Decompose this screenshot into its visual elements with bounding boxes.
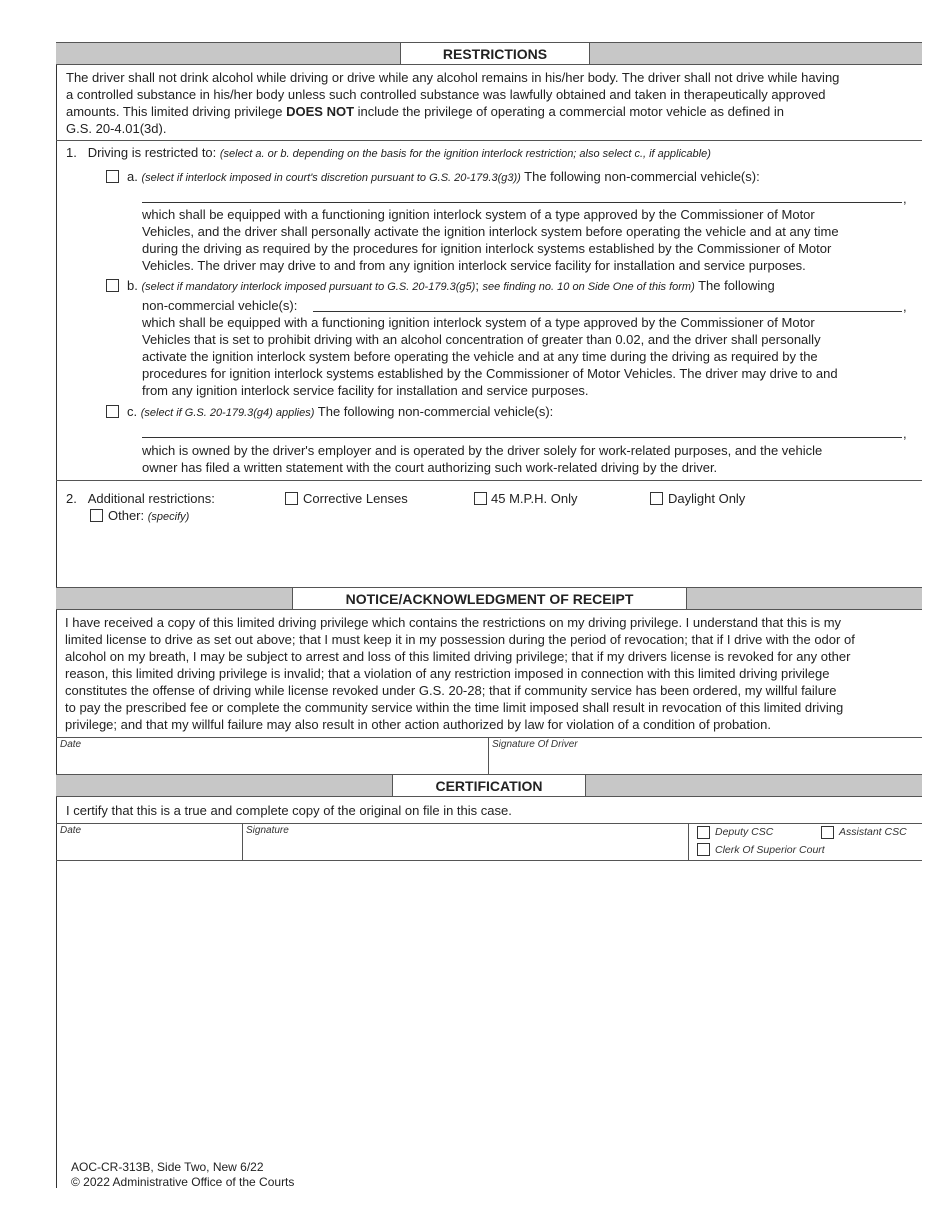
item-1-heading: 1. Driving is restricted to: (select a. or b. depending on the basis for the ignition interlock restriction; also select c., if applicable) (66, 145, 711, 160)
restrictions-intro-line-4: G.S. 20-4.01(3d). (66, 121, 167, 136)
cert-date-field[interactable] (58, 834, 240, 858)
option-a-body-2: Vehicles, and the driver shall personally activate the ignition interlock system before operating the vehicle and at any time (142, 224, 839, 239)
option-a-body-1: which shall be equipped with a functioning ignition interlock system of a type approved by the Commissioner of Motor (142, 207, 815, 222)
notice-header-bar (56, 587, 922, 610)
divider (488, 737, 489, 774)
option-c-heading: c. (select if G.S. 20-179.3(g4) applies) The following non-commercial vehicle(s): (127, 404, 554, 419)
form-id: AOC-CR-313B, Side Two, New 6/22 (71, 1160, 264, 1174)
daylight-only-checkbox[interactable] (650, 492, 663, 505)
option-a-body-4: Vehicles. The driver may drive to and from any ignition interlock service facility for installation and service purposes. (142, 258, 806, 273)
cert-date-label: Date (60, 825, 82, 836)
option-b-vehicle-field[interactable] (313, 311, 902, 312)
notice-date-field[interactable] (58, 748, 486, 772)
option-a-vehicle-field[interactable] (142, 202, 902, 203)
restrictions-intro-line-2: a controlled substance in his/her body unless such controlled substance was lawfully obtained and taken in therapeutically approved (66, 87, 826, 102)
clerk-superior-court-checkbox[interactable] (697, 843, 710, 856)
daylight-only-label: Daylight Only (668, 491, 746, 506)
option-c-body-2: owner has filed a written statement with the court authorizing such work-related driving by the driver. (142, 460, 718, 475)
other-restriction-label: Other: (specify) (108, 508, 190, 523)
notice-line-1: I have received a copy of this limited driving privilege which contains the restrictions on my driving privilege. I understand that this is my (65, 615, 842, 630)
certification-header-bar (56, 774, 922, 797)
comma: , (903, 426, 907, 441)
option-b-checkbox[interactable] (106, 279, 119, 292)
option-b-body-4: procedures for ignition interlock systems established by the Commissioner of Motor Vehicles. The driver may drive to and (142, 366, 838, 381)
notice-date-label: Date (60, 739, 82, 750)
notice-line-3: alcohol on my breath, I may be subject to arrest and loss of this limited driving privilege; that if my drivers license is revoked for any other (65, 649, 851, 664)
restrictions-header: RESTRICTIONS (400, 42, 590, 65)
divider (56, 823, 922, 824)
divider (56, 860, 922, 861)
option-b-body-2: Vehicles that is set to prohibit driving with an alcohol concentration of greater than 0.02, and the driver shall personally (142, 332, 821, 347)
notice-line-5: constitutes the offense of driving while license revoked under G.S. 20-28; that if community service has been ordered, my willful failure (65, 683, 837, 698)
notice-line-2: limited license to drive as set out above; that I must keep it in my possession during the period of revocation; that if I drive with the odor of (65, 632, 855, 647)
deputy-csc-checkbox[interactable] (697, 826, 710, 839)
divider (242, 823, 243, 860)
option-a-heading: a. (select if interlock imposed in court's discretion pursuant to G.S. 20-179.3(g3)) The following non-commercial vehicle(s): (127, 169, 760, 184)
option-b-heading: b. (select if mandatory interlock imposed pursuant to G.S. 20-179.3(g5); see finding no. 10 on Side One of this form) The following (127, 278, 775, 293)
deputy-csc-label: Deputy CSC (715, 826, 774, 838)
clerk-superior-court-label: Clerk Of Superior Court (715, 844, 825, 856)
cert-signature-field[interactable] (244, 834, 686, 858)
restrictions-intro-line-1: The driver shall not drink alcohol while driving or drive while any alcohol remains in his/her body. The driver shall not drive while having (66, 70, 840, 85)
assistant-csc-checkbox[interactable] (821, 826, 834, 839)
option-a-body-3: during the driving as required by the procedures for ignition interlock systems established by the Commissioner of Motor (142, 241, 832, 256)
notice-line-4: reason, this limited driving privilege is invalid; that a violation of any restriction imposed in connection with this limited driving privilege (65, 666, 830, 681)
option-a-checkbox[interactable] (106, 170, 119, 183)
divider (688, 823, 689, 860)
driver-signature-label: Signature Of Driver (492, 739, 578, 750)
option-c-body-1: which is owned by the driver's employer and is operated by the driver solely for work-related purposes, and the vehicle (142, 443, 823, 458)
restrictions-intro-line-3: amounts. This limited driving privilege DOES NOT include the privilege of operating a commercial motor vehicle as defined in (66, 104, 784, 119)
copyright: © 2022 Administrative Office of the Courts (71, 1175, 295, 1189)
certification-text: I certify that this is a true and complete copy of the original on file in this case. (66, 803, 512, 818)
notice-line-6: to pay the prescribed fee or complete the community service within the time limit imposed shall result in revocation of this limited driving (65, 700, 844, 715)
certification-header: CERTIFICATION (392, 774, 586, 797)
45-mph-only-checkbox[interactable] (474, 492, 487, 505)
option-b-body-1: which shall be equipped with a functioning ignition interlock system of a type approved by the Commissioner of Motor (142, 315, 815, 330)
option-c-vehicle-field[interactable] (142, 437, 902, 438)
divider (56, 140, 922, 141)
left-border (56, 42, 57, 1188)
corrective-lenses-label: Corrective Lenses (303, 491, 408, 506)
option-b-body-5: from any ignition interlock service facility for installation and service purposes. (142, 383, 589, 398)
comma: , (903, 299, 907, 314)
divider (56, 480, 922, 481)
45-mph-only-label: 45 M.P.H. Only (491, 491, 578, 506)
option-c-checkbox[interactable] (106, 405, 119, 418)
item-2-heading: 2. Additional restrictions: (66, 491, 215, 506)
other-restriction-checkbox[interactable] (90, 509, 103, 522)
assistant-csc-label: Assistant CSC (839, 826, 907, 838)
option-b-body-3: activate the ignition interlock system before operating the vehicle and at any time during the driving as required by the (142, 349, 818, 364)
driver-signature-field[interactable] (490, 748, 920, 772)
cert-signature-label: Signature (246, 825, 289, 836)
restrictions-header-bar (56, 42, 922, 65)
does-not-emphasis: DOES NOT (286, 104, 355, 119)
notice-header: NOTICE/ACKNOWLEDGMENT OF RECEIPT (292, 587, 687, 610)
option-b-line-2: non-commercial vehicle(s): (142, 298, 298, 313)
corrective-lenses-checkbox[interactable] (285, 492, 298, 505)
divider (56, 737, 922, 738)
notice-line-7: privilege; and that my willful failure may also result in other action authorized by law for violation of a condition of probation. (65, 717, 771, 732)
comma: , (903, 191, 907, 206)
